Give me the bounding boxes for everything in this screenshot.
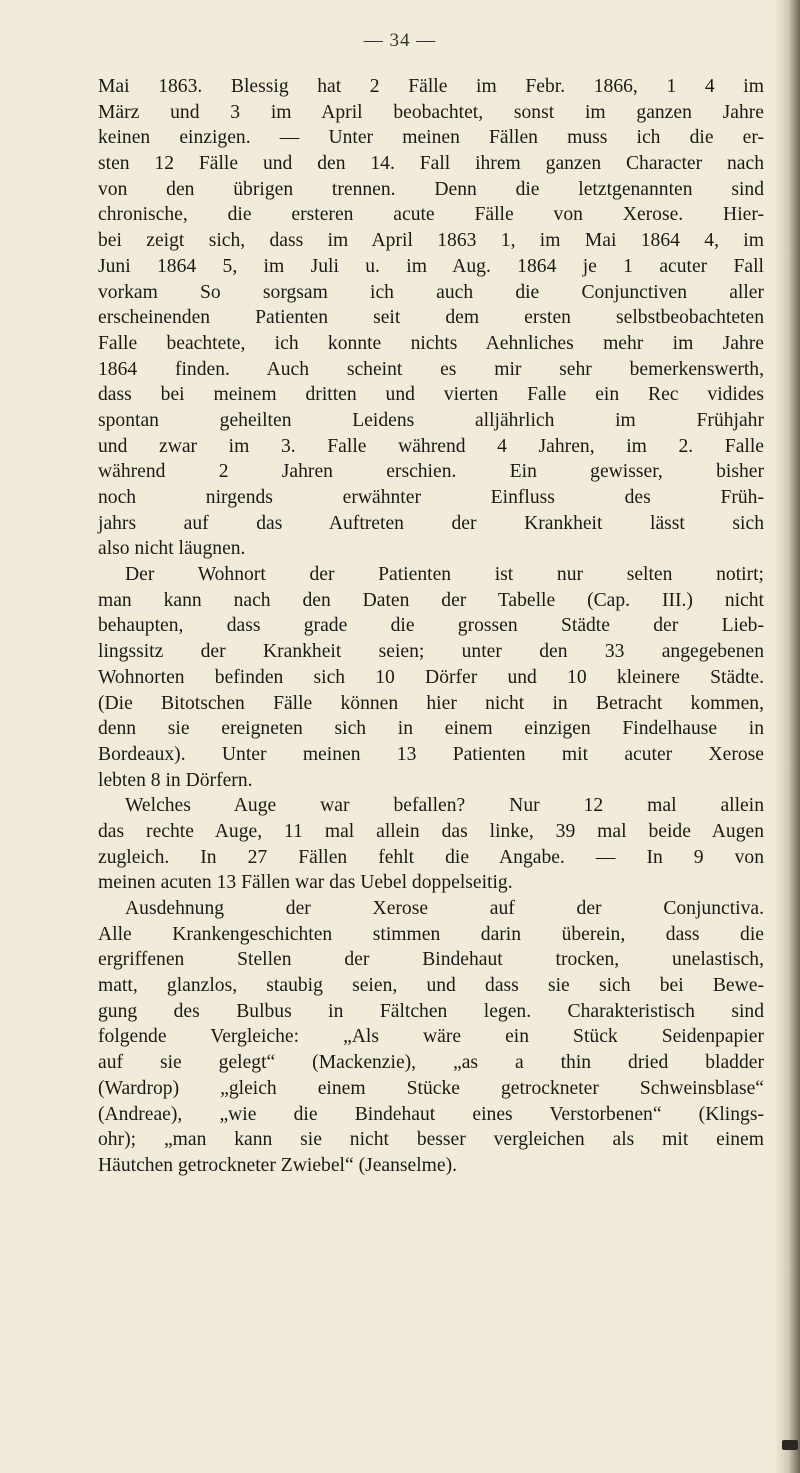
text-line: und zwar im 3. Falle während 4 Jahren, im 2. Falle [98,435,764,457]
text-line: auf sie gelegt“ (Mackenzie), „as a thin dried bladder [98,1052,764,1074]
text-line: dass bei meinem dritten und vierten Falle ein Rec vidides [98,384,764,406]
text-line: lebten 8 in Dörfern. [98,769,253,791]
text-line: denn sie ereigneten sich in einem einzigen Findelhause in [98,718,764,740]
text-line: spontan geheilten Leidens alljährlich im Frühjahr [98,409,764,431]
text-line: noch nirgends erwähnter Einfluss des Früh- [98,487,764,508]
text-line: lingssitz der Krankheit seien; unter den 33 angegebenen [98,641,764,663]
text-line: erscheinenden Patienten seit dem ersten selbstbeobachteten [98,307,764,329]
text-line: Juni 1864 5, im Juli u. im Aug. 1864 je 1 acuter Fall [98,255,764,277]
body-text [98,74,764,1179]
text-line: sten 12 Fälle und den 14. Fall ihrem ganzen Character nach [98,153,764,175]
text-line: Mai 1863. Blessig hat 2 Fälle im Febr. 1866, 1 4 im [98,76,764,97]
text-line: von den übrigen trennen. Denn die letztgenannten sind [98,178,764,200]
text-line: Falle beachtete, ich konnte nichts Aehnliches mehr im Jahre [98,332,764,354]
text-line: keinen einzigen. — Unter meinen Fällen muss ich die er- [98,127,764,149]
text-line: März und 3 im April beobachtet, sonst im ganzen Jahre [98,101,764,123]
page-edge-shadow [774,0,800,1473]
text-line: meinen acuten 13 Fällen war das Uebel doppelseitig. [98,872,513,894]
text-line: chronische, die ersteren acute Fälle von Xerose. Hier- [98,204,764,226]
text-line: Welches Auge war befallen? Nur 12 mal allein [125,795,764,817]
page-number: — 34 — [363,30,437,51]
text-line: vorkam So sorgsam ich auch die Conjunctiven aller [98,281,764,303]
text-line: matt, glanzlos, staubig seien, und dass sie sich bei Bewe- [98,975,764,997]
text-line: bei zeigt sich, dass im April 1863 1, im Mai 1864 4, im [98,230,764,252]
text-line: ohr); „man kann sie nicht besser vergleichen als mit einem [98,1129,764,1151]
text-line: behaupten, dass grade die grossen Städte der Lieb- [98,615,764,637]
text-line: Bordeaux). Unter meinen 13 Patienten mit acuter Xerose [98,743,764,765]
page-edge-mark [782,1440,798,1450]
text-line: Häutchen getrockneter Zwiebel“ (Jeanselme). [98,1154,458,1176]
text-line: jahrs auf das Auftreten der Krankheit lässt sich [98,512,764,534]
text-line: 1864 finden. Auch scheint es mir sehr bemerkenswerth, [98,358,764,380]
text-line: ergriffenen Stellen der Bindehaut trocken, unelastisch, [98,949,764,971]
section-heading: Ausdehnung der Xerose auf der Conjunctiva. [125,898,764,919]
text-line: das rechte Auge, 11 mal allein das linke, 39 mal beide Augen [98,820,764,842]
text-line: zugleich. In 27 Fällen fehlt die Angabe. — In 9 von [98,846,764,868]
text-line: (Die Bitotschen Fälle können hier nicht in Betracht kommen, [98,692,764,714]
text-line: gung des Bulbus in Fältchen legen. Charakteristisch sind [98,1000,764,1022]
text-line: man kann nach den Daten der Tabelle (Cap. III.) nicht [98,589,764,611]
text-line: folgende Vergleiche: „Als wäre ein Stück Seidenpapier [98,1026,764,1048]
text-line: Wohnorten befinden sich 10 Dörfer und 10 kleinere Städte. [98,666,764,688]
text-line: (Wardrop) „gleich einem Stücke getrockneter Schweinsblase“ [98,1077,764,1099]
text-line: also nicht läugnen. [98,538,246,560]
text-line: Alle Krankengeschichten stimmen darin überein, dass die [98,923,764,945]
text-line: (Andreae), „wie die Bindehaut eines Verstorbenen“ (Klings- [98,1103,764,1125]
text-line: während 2 Jahren erschien. Ein gewisser, bisher [98,461,764,483]
text-line: Der Wohnort der Patienten ist nur selten notirt; [125,564,764,586]
